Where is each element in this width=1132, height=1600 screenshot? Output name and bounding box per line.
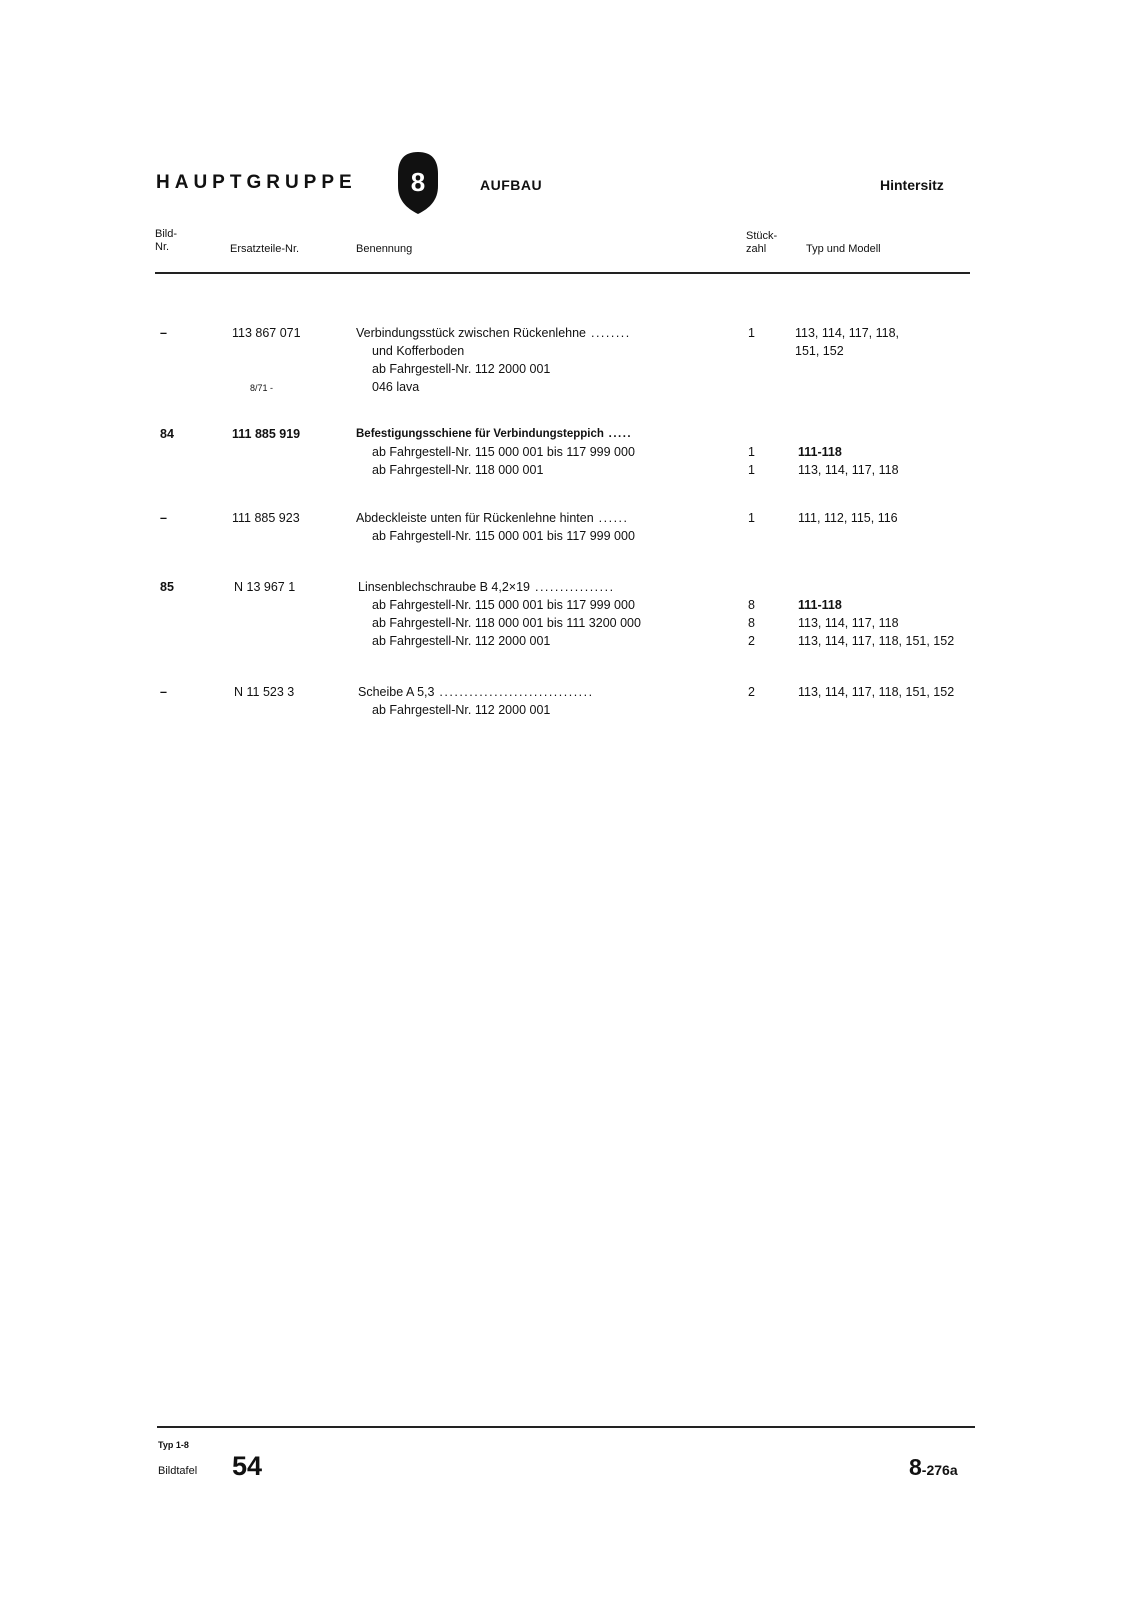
description-line: und Kofferboden [372,344,465,358]
type-range: Typ 1-8 [158,1440,189,1450]
model-list: 111, 112, 115, 116 [798,511,898,525]
group-number: 8 [410,167,426,197]
description-line: Abdeckleiste unten für Rückenlehne hinten ...... [356,511,629,525]
page-number: 8-276a [909,1454,958,1480]
model-list: 113, 114, 117, 118 [798,616,899,630]
quantity: 1 [748,445,755,459]
quantity: 1 [748,326,755,340]
col-benennung: Benennung [356,243,413,255]
model-list: 151, 152 [795,344,844,358]
quantity: 2 [748,634,755,648]
model-list: 113, 114, 117, 118, 151, 152 [798,634,955,648]
bild-nr: – [160,326,167,340]
description-line: ab Fahrgestell-Nr. 118 000 001 bis 111 3200 000 [372,616,641,630]
col-ersatzteile-nr: Ersatzteile-Nr. [230,243,300,255]
section-title: AUFBAU [480,177,543,193]
description-line: ab Fahrgestell-Nr. 115 000 001 bis 117 999 000 [372,529,635,543]
description-line: ab Fahrgestell-Nr. 112 2000 001 [372,634,551,648]
quantity: 8 [748,616,755,630]
part-number: 113 867 071 [232,326,301,340]
quantity: 8 [748,598,755,612]
description-line: Linsenblechschraube B 4,2×19 ................ [358,580,615,594]
description-line: ab Fahrgestell-Nr. 112 2000 001 [372,362,551,376]
quantity: 1 [748,511,755,525]
quantity: 2 [748,685,755,699]
description-line: Befestigungsschiene für Verbindungsteppich ..... [356,428,633,440]
group-number-badge [396,150,440,216]
group-label: HAUPTGRUPPE [156,172,357,193]
footer-rule [157,1426,975,1428]
part-number: 111 885 923 [232,511,300,525]
description-line: ab Fahrgestell-Nr. 118 000 001 [372,463,544,477]
model-list: 113, 114, 117, 118, [795,326,900,340]
model-list: 111-118 [798,598,842,612]
header-rule [155,272,970,274]
col-typ-modell: Typ und Modell [806,243,881,255]
description-line: Verbindungsstück zwischen Rückenlehne ........ [356,326,631,340]
model-list: 113, 114, 117, 118 [798,463,899,477]
bild-nr: 84 [160,427,174,441]
bildtafel-number: 54 [232,1451,263,1481]
col-bild-nr: Bild- Nr. [155,228,178,253]
description-line: ab Fahrgestell-Nr. 112 2000 001 [372,703,551,717]
bild-nr: – [160,685,167,699]
part-number: N 13 967 1 [234,580,296,594]
part-number: 111 885 919 [232,427,301,441]
quantity: 1 [748,463,755,477]
bild-nr: 85 [160,580,174,594]
description-line: Scheibe A 5,3 ............................... [358,685,594,699]
subsection-title: Hintersitz [880,177,944,193]
model-list: 113, 114, 117, 118, 151, 152 [798,685,955,699]
date-note: 8/71 - [250,383,274,393]
bild-nr: – [160,511,167,525]
part-number: N 11 523 3 [234,685,295,699]
description-line: 046 lava [372,380,420,394]
bildtafel-label: Bildtafel [158,1465,198,1477]
col-stueckzahl: Stück- zahl [746,230,778,255]
description-line: ab Fahrgestell-Nr. 115 000 001 bis 117 999 000 [372,445,635,459]
description-line: ab Fahrgestell-Nr. 115 000 001 bis 117 999 000 [372,598,635,612]
model-list: 111-118 [798,445,842,459]
